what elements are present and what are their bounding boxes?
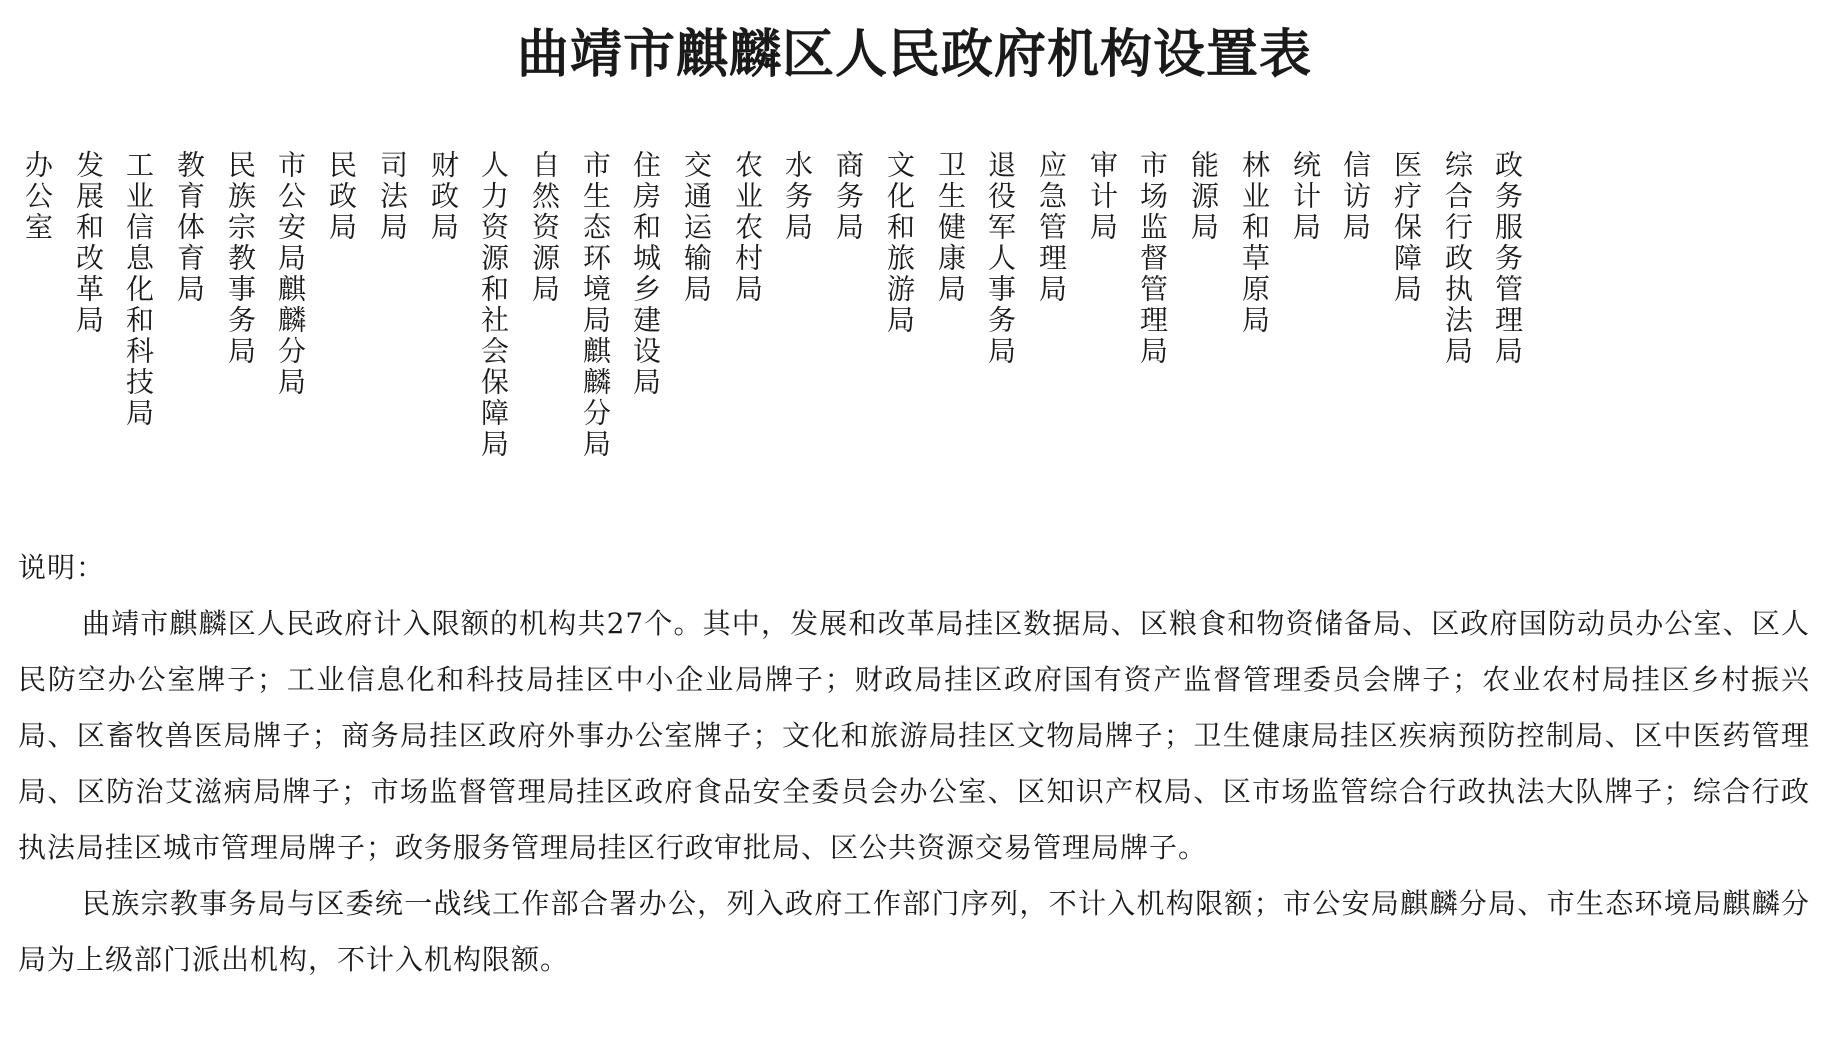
org-item: 能源局 (1187, 150, 1220, 243)
notes-heading: 说明： (18, 551, 106, 584)
org-item: 市公安局麒麟分局 (274, 150, 307, 398)
org-item: 水务局 (781, 150, 814, 243)
org-item: 林业和草原局 (1238, 150, 1271, 336)
org-item: 综合行政执法局 (1441, 150, 1474, 367)
org-item: 审计局 (1086, 150, 1119, 243)
org-item: 市生态环境局麒麟分局 (579, 150, 612, 460)
org-item: 政务服务管理局 (1491, 150, 1524, 367)
org-item: 工业信息化和科技局 (122, 150, 155, 429)
organization-list (0, 150, 1829, 510)
org-item: 交通运输局 (680, 150, 713, 305)
notes-section (18, 540, 1810, 988)
notes-paragraph: 民族宗教事务局与区委统一战线工作部合署办公，列入政府工作部门序列，不计入机构限额；市公安局麒麟分局、市生态环境局麒麟分局为上级部门派出机构，不计入机构限额。 (18, 887, 1810, 976)
org-item: 办公室 (21, 150, 54, 243)
org-item: 教育体育局 (173, 150, 206, 305)
org-item: 卫生健康局 (934, 150, 967, 305)
org-item: 农业农村局 (731, 150, 764, 305)
org-item: 退役军人事务局 (984, 150, 1017, 367)
page-title: 曲靖市麒麟区人民政府机构设置表 (516, 25, 1312, 85)
notes-paragraph: 曲靖市麒麟区人民政府计入限额的机构共27个。其中，发展和改革局挂区数据局、区粮食和物资储备局、区政府国防动员办公室、区人民防空办公室牌子；工业信息化和科技局挂区中小企业局牌子；财政局挂区政府国有资产监督管理委员会牌子；农业农村局挂区乡村振兴局、区畜牧兽医局牌子；商务局挂区政府外事办公室牌子；文化和旅游局挂区文物局牌子；卫生健康局挂区疾病预防控制局、区中医药管理局、区防治艾滋病局牌子；市场监督管理局挂区政府食品安全委员会办公室、区知识产权局、区市场监管综合行政执法大队牌子；综合行政执法局挂区城市管理局牌子；政务服务管理局挂区行政审批局、区公共资源交易管理局牌子。 (18, 607, 1810, 864)
org-item: 民族宗教事务局 (224, 150, 257, 367)
org-item: 文化和旅游局 (883, 150, 916, 336)
org-item: 财政局 (427, 150, 460, 243)
org-item: 统计局 (1289, 150, 1322, 243)
org-item: 商务局 (832, 150, 865, 243)
org-item: 民政局 (325, 150, 358, 243)
org-item: 市场监督管理局 (1136, 150, 1169, 367)
org-item: 司法局 (376, 150, 409, 243)
org-item: 人力资源和社会保障局 (477, 150, 510, 460)
org-item: 自然资源局 (528, 150, 561, 305)
org-item: 信访局 (1339, 150, 1372, 243)
org-item: 医疗保障局 (1390, 150, 1423, 305)
org-item: 住房和城乡建设局 (629, 150, 662, 398)
org-item: 应急管理局 (1035, 150, 1068, 305)
org-item: 发展和改革局 (72, 150, 105, 336)
